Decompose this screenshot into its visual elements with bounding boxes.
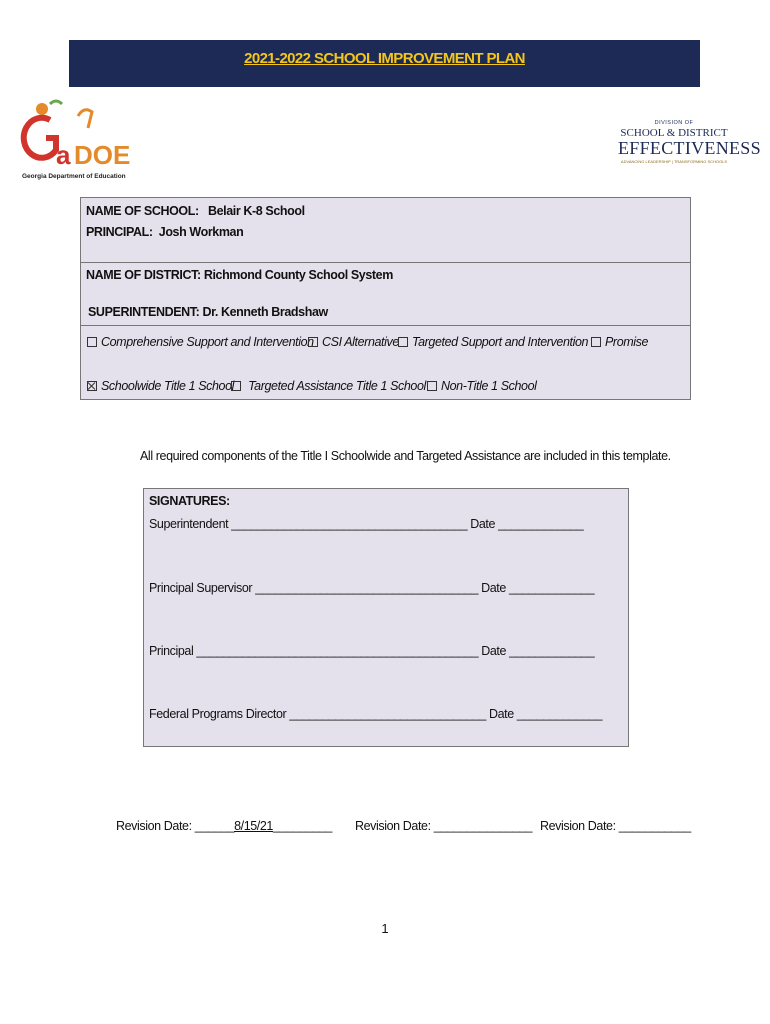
sde-logo [618,120,761,164]
signature-principal[interactable]: Principal ___________________________________________ Date _____________ [149,644,595,658]
checkbox-non-title1[interactable] [427,381,437,391]
title1-option-non-title[interactable]: Non-Title 1 School [427,379,537,393]
signatures-heading: SIGNATURES: [149,494,230,508]
revision-date-1[interactable]: Revision Date: ______8/15/21_________ [116,819,332,833]
gadoe-logo [20,98,130,184]
checkbox-tsi[interactable] [398,337,408,347]
title1-option-targeted[interactable]: Targeted Assistance Title 1 School [231,379,426,393]
superintendent-line [88,305,328,319]
principal-value: Josh Workman [158,225,244,239]
district-value: Richmond County School System [203,268,393,282]
sde-line2: EFFECTIVENESS [618,138,761,158]
district-row [81,263,690,326]
sde-division: DIVISION OF [654,120,694,126]
school-label: NAME OF SCHOOL: [86,204,199,218]
designation-option-promise[interactable]: Promise [591,335,648,349]
checkbox-promise[interactable] [591,337,601,347]
principal-line [86,225,243,239]
designation-option-csi-alt[interactable]: CSI Alternative [308,335,399,349]
revision-date-3[interactable]: Revision Date: ___________ [540,819,691,833]
checkbox-csi[interactable] [87,337,97,347]
school-row [81,198,690,263]
signature-principal-supervisor[interactable]: Principal Supervisor __________________________________ Date _____________ [149,581,595,595]
designation-option-tsi[interactable]: Targeted Support and Intervention [398,335,588,349]
signature-federal-programs-director[interactable]: Federal Programs Director ______________________________ Date _____________ [149,707,603,721]
template-note: All required components of the Title I Schoolwide and Targeted Assistance are included in this template. [140,449,671,463]
signature-superintendent[interactable]: Superintendent ____________________________________ Date _____________ [149,517,584,531]
page-title: 2021-2022 SCHOOL IMPROVEMENT PLAN [244,50,525,67]
svg-text:DOE: DOE [74,140,130,170]
signatures-box [143,488,629,747]
principal-label: PRINCIPAL: [86,225,153,239]
svg-text:a: a [56,140,71,170]
checkbox-targeted-assistance[interactable] [231,381,241,391]
designation-option-csi[interactable]: Comprehensive Support and Intervention [87,335,314,349]
school-line [86,204,305,218]
checkbox-schoolwide-checked[interactable] [87,381,97,391]
school-value: Belair K-8 School [207,204,305,218]
district-line [86,268,393,282]
superintendent-label: SUPERINTENDENT: [88,305,200,319]
revision-date-2[interactable]: Revision Date: _______________ [355,819,533,833]
title-banner [69,40,700,87]
sde-tagline: ADVANCING LEADERSHIP | TRANSFORMING SCHOOLS [620,159,728,164]
sde-line1: SCHOOL & DISTRICT [620,127,728,139]
school-info-box [80,197,691,400]
title1-option-schoolwide[interactable]: Schoolwide Title 1 School [87,379,234,393]
superintendent-value: Dr. Kenneth Bradshaw [202,305,328,319]
revision-date-1-value: 8/15/21 [234,819,273,833]
district-label: NAME OF DISTRICT: [86,268,201,282]
gadoe-caption: Georgia Department of Education [22,173,126,180]
checkbox-csi-alternative[interactable] [308,337,318,347]
page-number: 1 [381,921,389,936]
